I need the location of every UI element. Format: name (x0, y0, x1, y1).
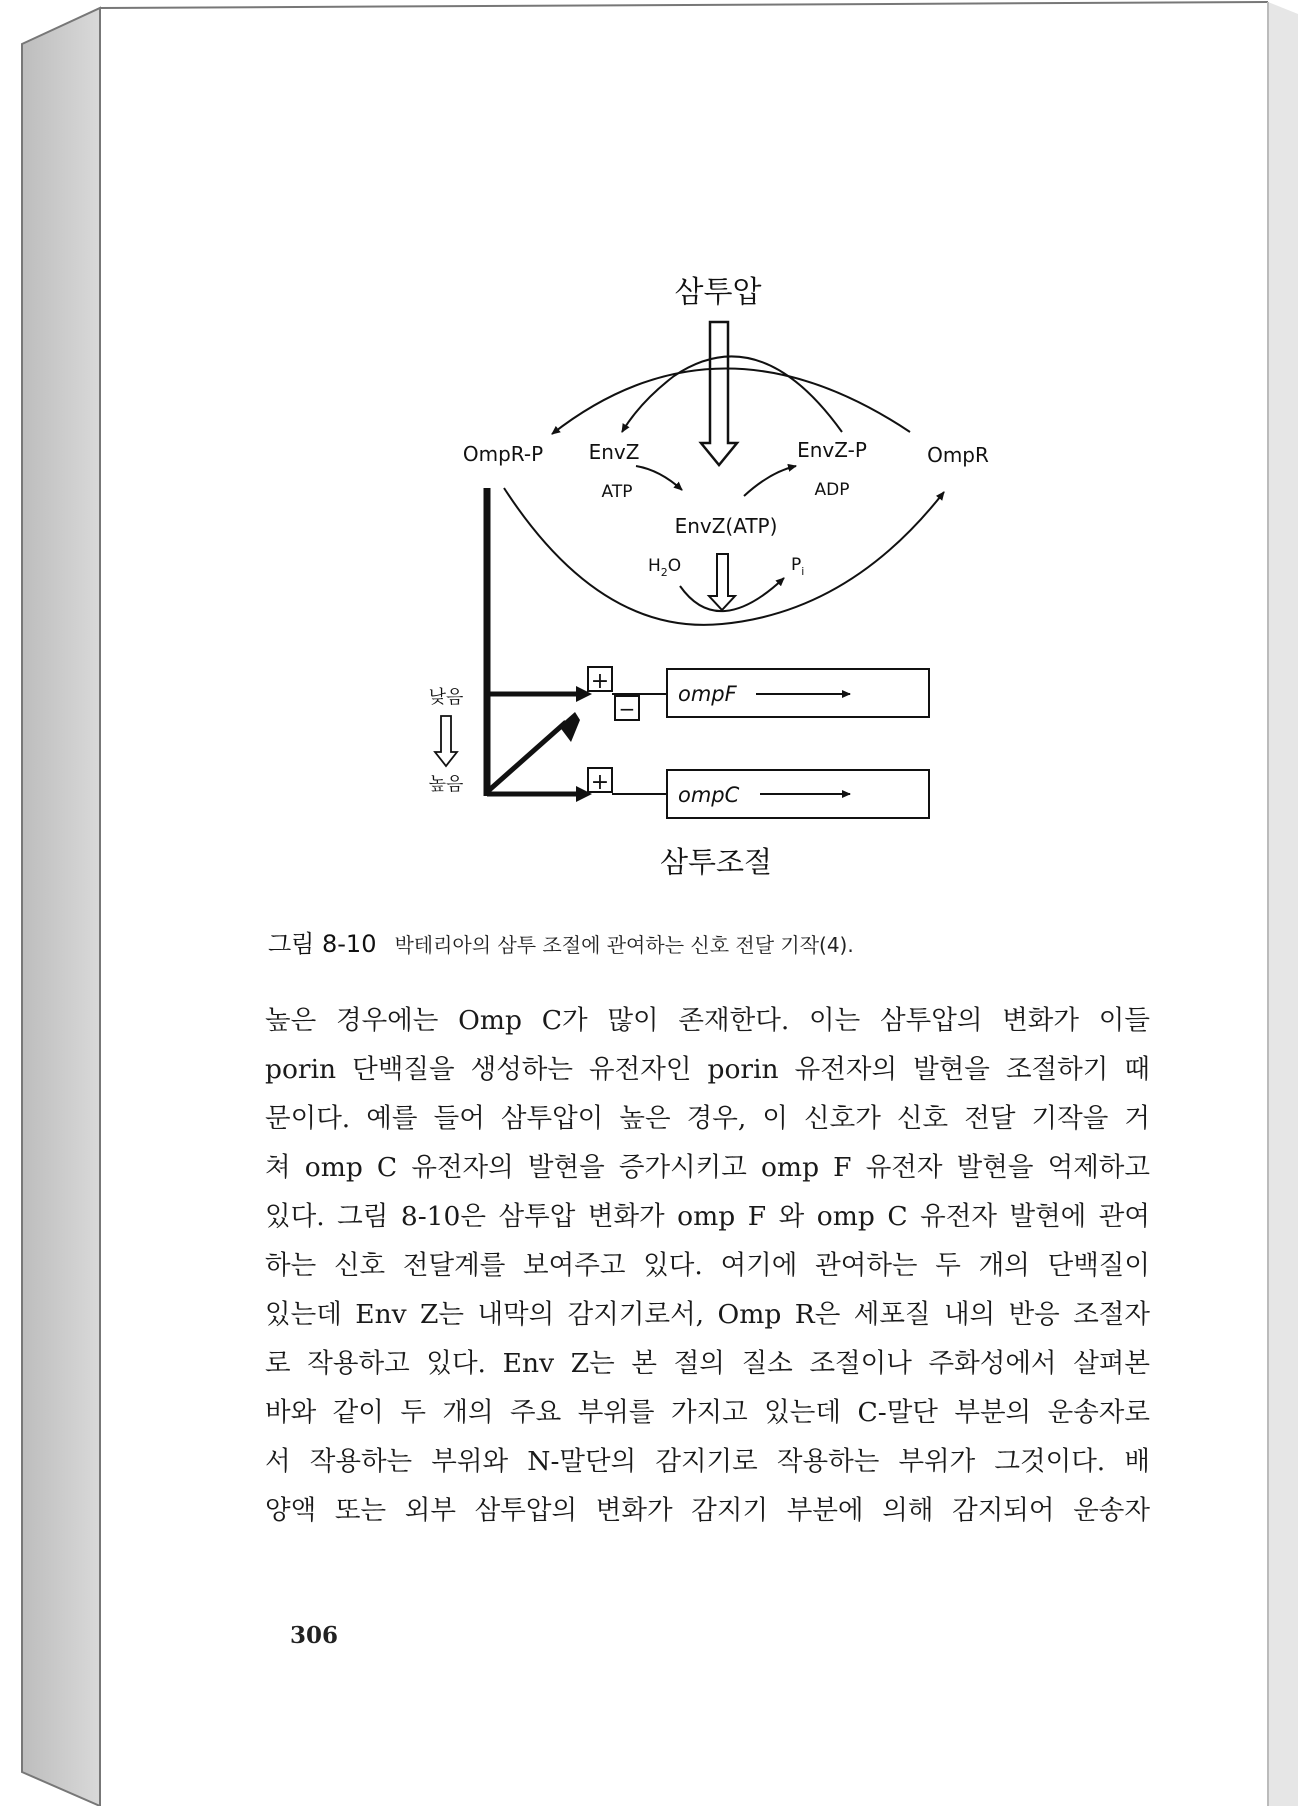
body-line: 로 작용하고 있다. Env Z는 본 절의 질소 조절이나 주화성에서 살펴본 (265, 1348, 1150, 1379)
body-line: 바와 같이 두 개의 주요 부위를 가지고 있는데 C-말단 부분의 운송자로 (265, 1397, 1150, 1428)
body-line: 문이다. 예를 들어 삼투압이 높은 경우, 이 신호가 신호 전달 기작을 거 (265, 1103, 1150, 1134)
ompc-plus-sign: + (590, 770, 610, 795)
osmoregulation-label: 삼투조절 (659, 845, 773, 879)
ompf-gene-label: ompF (678, 682, 737, 706)
figure-number: 그림 8-10 (268, 930, 377, 958)
ompc-gene-label: ompC (678, 783, 740, 807)
pi-label: $P_i$ (791, 555, 805, 578)
book-spine (22, 8, 100, 1806)
ompr-p-label: OmpR-P (462, 442, 544, 466)
outer-arc-left (552, 368, 910, 434)
ompf-minus-sign: − (618, 697, 636, 721)
page-number: 306 (290, 1622, 339, 1649)
body-line: 서 작용하는 부위와 N-말단의 감지기로 작용하는 부위가 그것이다. 배 (265, 1446, 1150, 1477)
hydrolysis-arrow (680, 578, 784, 611)
figure-caption (268, 924, 1068, 959)
adp-label: ADP (814, 480, 850, 500)
ompf-repression-line (487, 722, 566, 792)
h2o-label: $H_2O$ (648, 556, 682, 579)
hydrolysis-hollow-arrow (709, 554, 735, 610)
body-line: 하는 신호 전달계를 보여주고 있다. 여기에 관여하는 두 개의 단백질이 (265, 1250, 1150, 1281)
page-right-edge (1268, 2, 1298, 1806)
signal-pathway-diagram (429, 275, 989, 879)
inner-arc-left (712, 346, 848, 422)
low-to-high-arrow (435, 716, 457, 766)
body-line: 높은 경우에는 Omp C가 많이 존재한다. 이는 삼투압의 변화가 이들 (265, 1005, 1150, 1036)
atp-to-complex-arrow (636, 466, 682, 490)
figure-caption-text: 박테리아의 삼투 조절에 관여하는 신호 전달 기작(4). (394, 933, 854, 957)
input-hollow-arrow (701, 322, 737, 465)
complex-to-envzp-arrow (744, 466, 796, 496)
high-label: 높음 (428, 774, 464, 795)
osmotic-pressure-label: 삼투압 (674, 275, 762, 310)
envz-p-label: EnvZ-P (797, 438, 867, 462)
body-paragraph (265, 996, 1150, 1535)
repression-bar (559, 712, 580, 742)
body-line: 있다. 그림 8-10은 삼투압 변화가 omp F 와 omp C 유전자 발현에 관여 (265, 1201, 1150, 1232)
body-line: 쳐 omp C 유전자의 발현을 증가시키고 omp F 유전자 발현을 억제하고 (265, 1152, 1150, 1183)
envz-label: EnvZ (588, 440, 640, 464)
low-label: 낮음 (428, 687, 464, 708)
ompf-plus-sign: + (590, 669, 610, 694)
atp-label: ATP (601, 482, 633, 502)
envz-atp-label: EnvZ(ATP) (674, 514, 778, 538)
ompr-label: OmpR (927, 443, 989, 467)
body-line: 있는데 Env Z는 내막의 감지기로서, Omp R은 세포질 내의 반응 조절자 (265, 1299, 1150, 1330)
body-line: porin 단백질을 생성하는 유전자인 porin 유전자의 발현을 조절하기 때 (265, 1054, 1150, 1085)
body-line: 양액 또는 외부 삼투압의 변화가 감지기 부분에 의해 감지되어 운송자 (265, 1495, 1150, 1526)
